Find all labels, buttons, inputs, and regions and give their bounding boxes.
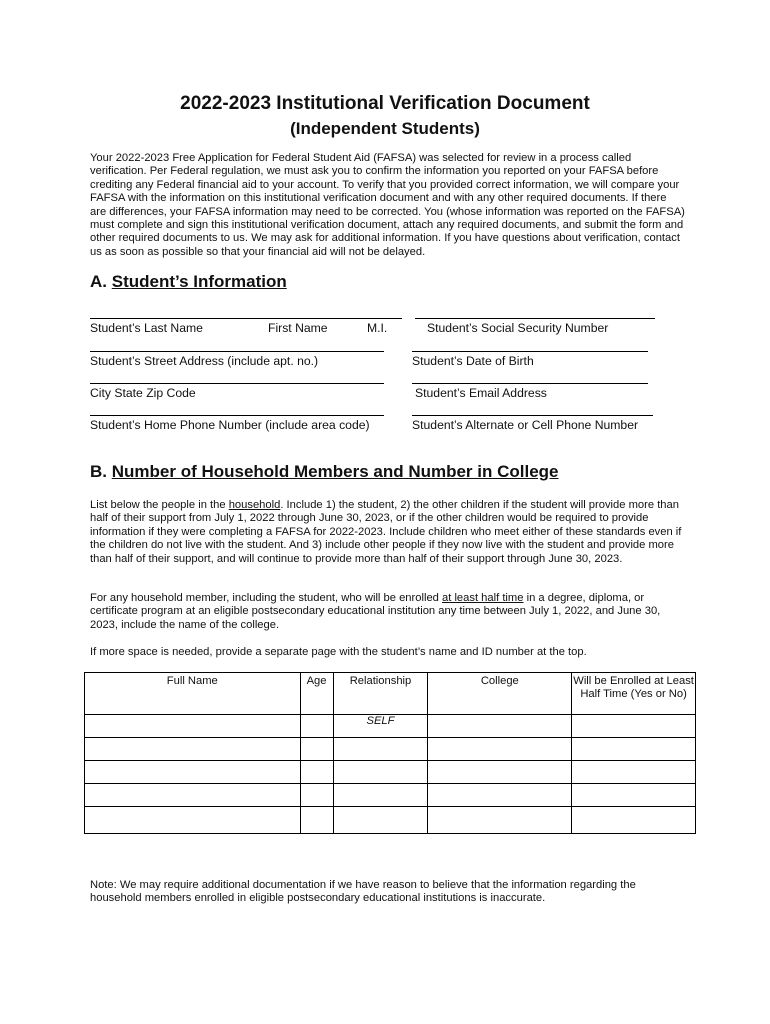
col-college: College (428, 673, 572, 715)
cell-enrolled[interactable] (572, 807, 696, 834)
more-space-paragraph: If more space is needed, provide a separate page with the student’s name and ID number at the top. (90, 646, 587, 658)
cell-name[interactable] (85, 738, 301, 761)
household-text-after: . Include 1) the student, 2) the other children if the student will provide more than half of their support from July 1, 2022 through June 30, 2023, or if the other children would be required to provide information if they were completing a FAFSA for 2022-2023. Include children who meet either of these standards even if the children do not live with the student. And 3) include other people if they now live with the student and provide more than half of their support, and will continue to provide more than half of their support through June 30, 2023. (90, 499, 682, 565)
address-label: Student’s Street Address (include apt. no.) (90, 354, 319, 368)
section-b-heading (90, 462, 559, 482)
cell-age[interactable] (300, 784, 333, 807)
cell-age[interactable] (300, 807, 333, 834)
cell-relationship[interactable] (333, 761, 428, 784)
first-name-label: First Name (268, 321, 328, 335)
city-line[interactable] (90, 383, 384, 384)
cell-enrolled[interactable] (572, 784, 696, 807)
half-time-term: at least half time (442, 592, 524, 604)
document-title: 2022-2023 Institutional Verification Document (180, 93, 590, 114)
cell-age[interactable] (300, 761, 333, 784)
col-age: Age (300, 673, 333, 715)
address-line[interactable] (90, 351, 384, 352)
dob-line[interactable] (412, 351, 648, 352)
table-row (85, 738, 696, 761)
intro-paragraph: Your 2022-2023 Free Application for Federal Student Aid (FAFSA) was selected for review in a process called verification. Per Federal regulation, we must ask you to confirm the information you reported on your FAFSA before crediting any Federal financial aid to your account. To verify that you provided correct information, we will compare your FAFSA with the information on this institutional verification document and with any other required documents. If there are differences, your FAFSA information may need to be corrected. You (whose information was reported on the FAFSA) must complete and sign this institutional verification document, attach any required documents, and submit the form and other required documents to us. We may ask for additional information. If you have questions about verification, contact us as soon as possible so that your financial aid will not be delayed. (90, 152, 685, 258)
alt-phone-label: Student’s Alternate or Cell Phone Number (412, 418, 639, 432)
section-a-heading (90, 272, 287, 292)
household-text-before: List below the people in the (90, 499, 229, 511)
section-b-letter: B. (90, 462, 107, 481)
cell-college[interactable] (428, 784, 572, 807)
cell-enrolled[interactable] (572, 738, 696, 761)
cell-age[interactable] (300, 715, 333, 738)
cell-college[interactable] (428, 738, 572, 761)
table-row (85, 807, 696, 834)
note-paragraph: Note: We may require additional documentation if we have reason to believe that the information regarding the household members enrolled in eligible postsecondary educational institutions is inaccurate. (90, 879, 636, 905)
cell-age[interactable] (300, 738, 333, 761)
dob-label: Student’s Date of Birth (412, 354, 534, 368)
section-b-title: Number of Household Members and Number in College (111, 462, 559, 481)
last-name-label: Student’s Last Name (90, 321, 203, 335)
col-enrolled: Will be Enrolled at Least Half Time (Yes or No) (572, 673, 696, 715)
table-header-row (85, 673, 696, 715)
household-table (84, 672, 696, 834)
home-phone-label: Student’s Home Phone Number (include area code) (90, 418, 370, 432)
email-label: Student’s Email Address (415, 386, 547, 400)
col-relationship: Relationship (333, 673, 428, 715)
cell-college[interactable] (428, 715, 572, 738)
table-row (85, 715, 696, 738)
enrollment-paragraph (90, 592, 685, 632)
section-a-title: Student’s Information (111, 272, 287, 291)
cell-name[interactable] (85, 761, 301, 784)
cell-enrolled[interactable] (572, 715, 696, 738)
ssn-label: Student’s Social Security Number (427, 321, 609, 335)
cell-relationship-self: SELF (333, 715, 428, 738)
mi-label: M.I. (367, 321, 388, 335)
alt-phone-line[interactable] (412, 415, 653, 416)
cell-relationship[interactable] (333, 807, 428, 834)
household-term: household (228, 499, 281, 511)
last-name-line[interactable] (90, 318, 402, 319)
email-line[interactable] (412, 383, 648, 384)
enrollment-text-after: in a degree, diploma, or certificate program at an eligible postsecondary educational institution any time between July 1, 2022, and June 30, 2023, include the name of the college. (90, 592, 661, 631)
cell-name[interactable] (85, 784, 301, 807)
document-subtitle: (Independent Students) (290, 119, 480, 138)
table-row (85, 761, 696, 784)
cell-enrolled[interactable] (572, 761, 696, 784)
cell-relationship[interactable] (333, 738, 428, 761)
cell-name[interactable] (85, 715, 301, 738)
cell-college[interactable] (428, 807, 572, 834)
ssn-line[interactable] (415, 318, 655, 319)
table-row (85, 784, 696, 807)
city-label: City State Zip Code (90, 386, 196, 400)
household-paragraph (90, 499, 685, 566)
home-phone-line[interactable] (90, 415, 384, 416)
enrollment-text-before: For any household member, including the student, who will be enrolled (90, 592, 442, 604)
section-a-letter: A. (90, 272, 107, 291)
col-full-name: Full Name (85, 673, 301, 715)
cell-relationship[interactable] (333, 784, 428, 807)
cell-college[interactable] (428, 761, 572, 784)
cell-name[interactable] (85, 807, 301, 834)
